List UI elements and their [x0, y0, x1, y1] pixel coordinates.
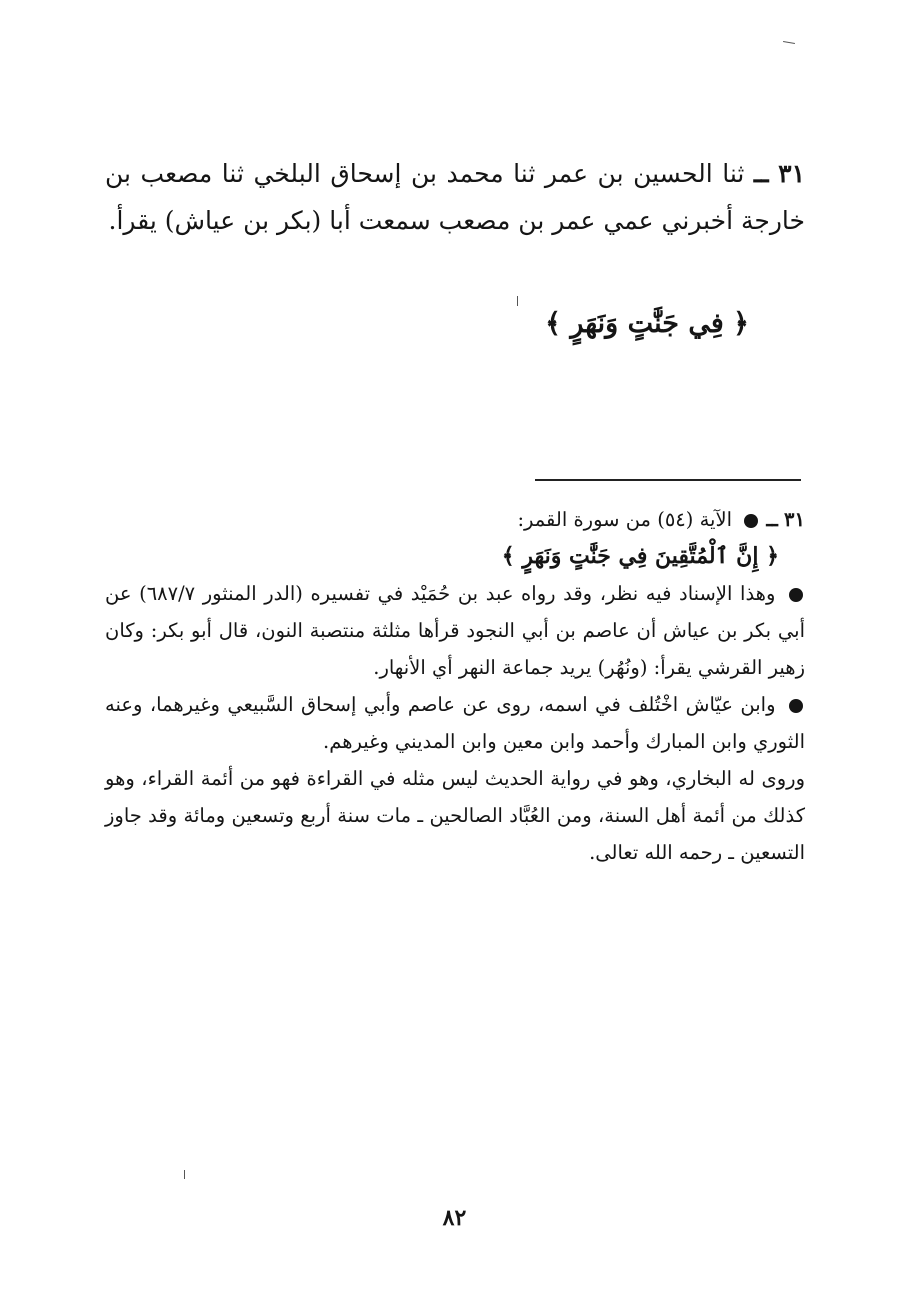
footnote-paragraph-3-text: وروى له البخاري، وهو في رواية الحديث ليس مثله في القراءة فهو من أئمة القراء، وهو كذلك من أئمة أهل السنة، ومن العُبَّاد الصالحين ـ مات سنة أربع وتسعين ومائة وقد جاوز التسعين ـ رحمه الله تعالى. [105, 767, 805, 864]
footnote-paragraph [105, 575, 805, 686]
main-paragraph [105, 150, 805, 244]
footnote-dash: ــ [766, 508, 778, 531]
item-number: ٣١ [778, 159, 805, 188]
footnote-separator [535, 479, 801, 481]
footnotes-block [105, 501, 805, 871]
bullet-icon [789, 699, 803, 713]
footnote-paragraph [105, 686, 805, 760]
footnote-paragraph-2-text: وابن عيّاش اخْتُلف في اسمه، روى عن عاصم وأبي إسحاق السَّبيعي وغيرهما، وعنه الثوري وابن المبارك وأحمد وابن معين وابن المديني وغيرهم. [105, 693, 805, 753]
page-number: ٨٢ [442, 1205, 467, 1231]
footnote-verse: ﴿ إِنَّ ٱلْمُتَّقِينَ فِي جَنَّٰتٍ وَنَهَرٍ ﴾ [501, 543, 779, 569]
item-dash: ــ [753, 159, 769, 188]
main-text-block [105, 150, 805, 244]
footnote-paragraph-1-text: وهذا الإسناد فيه نظر، وقد رواه عبد بن حُمَيْد في تفسيره (الدر المنثور ٦٨٧/٧) عن أبي بكر بن عياش أن عاصم بن أبي النجود قرأها مثلثة منتصبة النون، قال أبو بكر: وكان زهير القرشي يقرأ: (ونُهُر) يريد جماعة النهر أي الأنهار. [105, 582, 805, 679]
scan-speck [517, 296, 518, 306]
footnote-heading [105, 501, 805, 538]
footnote-paragraph [105, 760, 805, 871]
footnote-intro: الآية (٥٤) من سورة القمر: [517, 508, 732, 531]
main-narration: ثنا الحسين بن عمر ثنا محمد بن إسحاق البلخي ثنا مصعب بن خارجة أخبرني عمي عمر بن مصعب سمعت أبا (بكر بن عياش) يقرأ. [105, 159, 805, 235]
bullet-icon [744, 514, 758, 528]
footnote-number: ٣١ [784, 508, 805, 531]
scan-speck [184, 1170, 185, 1179]
quran-verse: ﴿ فِي جَنَّٰتٍ وَنَهَرٍ ﴾ [545, 308, 749, 339]
scan-speck [783, 41, 795, 44]
bullet-icon [789, 588, 803, 602]
